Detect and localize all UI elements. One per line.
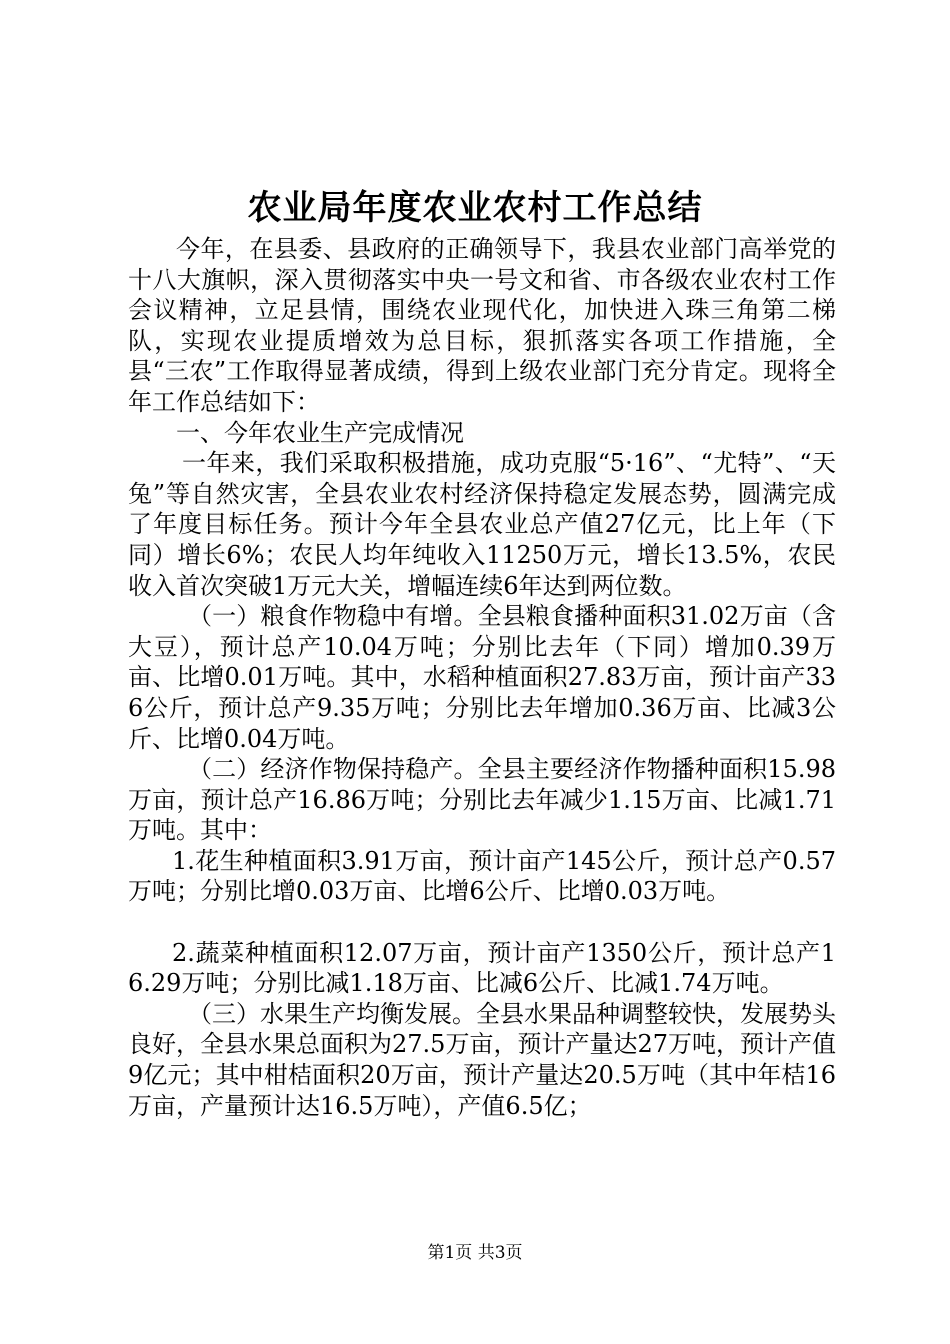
page-number-footer: 第1页 共3页 [427, 1243, 523, 1263]
paragraph-intro: 今年，在县委、县政府的正确领导下，我县农业部门高举党的十八大旗帜，深入贯彻落实中央一号文和省、市各级农业农村工作会议精神，立足县情，围绕农业现代化，加快进入珠三角第二梯队，实现农业提质增效为总目标，狠抓落实各项工作措施，全县“三农”工作取得显著成绩，得到上级农业部门充分肯定。现将全年工作总结如下： [128, 235, 836, 416]
document-title: 农业局年度农业农村工作总结 [247, 188, 703, 228]
paragraph-vegetable: 2.蔬菜种植面积12.07万亩，预计亩产1350公斤，预计总产16.29万吨；分别比减1.18万亩、比减6公斤、比减1.74万吨。 [128, 938, 836, 998]
paragraph-peanut: 1.花生种植面积3.91万亩，预计亩产145公斤，预计总产0.57万吨；分别比增0.03万亩、比增6公斤、比增0.03万吨。 [128, 846, 836, 906]
document-body [128, 234, 836, 1121]
section-heading-1: 一、今年农业生产完成情况 [176, 418, 464, 447]
paragraph-cash-crops: （二）经济作物保持稳产。全县主要经济作物播种面积15.98万亩，预计总产16.86万吨；分别比去年减少1.15万亩、比减1.71万吨。其中： [128, 755, 836, 845]
blank-line [128, 907, 836, 938]
paragraph-fruit: （三）水果生产均衡发展。全县水果品种调整较快，发展势头良好，全县水果总面积为27.5万亩，预计产量达27万吨，预计产值9亿元；其中柑桔面积20万亩，预计产量达20.5万吨（其中年桔16万亩，产量预计达16.5万吨），产值6.5亿； [128, 999, 836, 1120]
paragraph-grain-crops: （一）粮食作物稳中有增。全县粮食播种面积31.02万亩（含大豆），预计总产10.04万吨；分别比去年（下同）增加0.39万亩、比增0.01万吨。其中，水稻种植面积27.83万亩，预计亩产336公斤，预计总产9.35万吨；分别比去年增加0.36万亩、比减3公斤、比增0.04万吨。 [128, 602, 836, 753]
paragraph-overview: 一年来，我们采取积极措施，成功克服“5·16”、“尤特”、“天兔”等自然灾害，全县农业农村经济保持稳定发展态势，圆满完成了年度目标任务。预计今年全县农业总产值27亿元，比上年（下同）增长6%；农民人均年纯收入11250万元，增长13.5%，农民收入首次突破1万元大关，增幅连续6年达到两位数。 [128, 449, 836, 600]
